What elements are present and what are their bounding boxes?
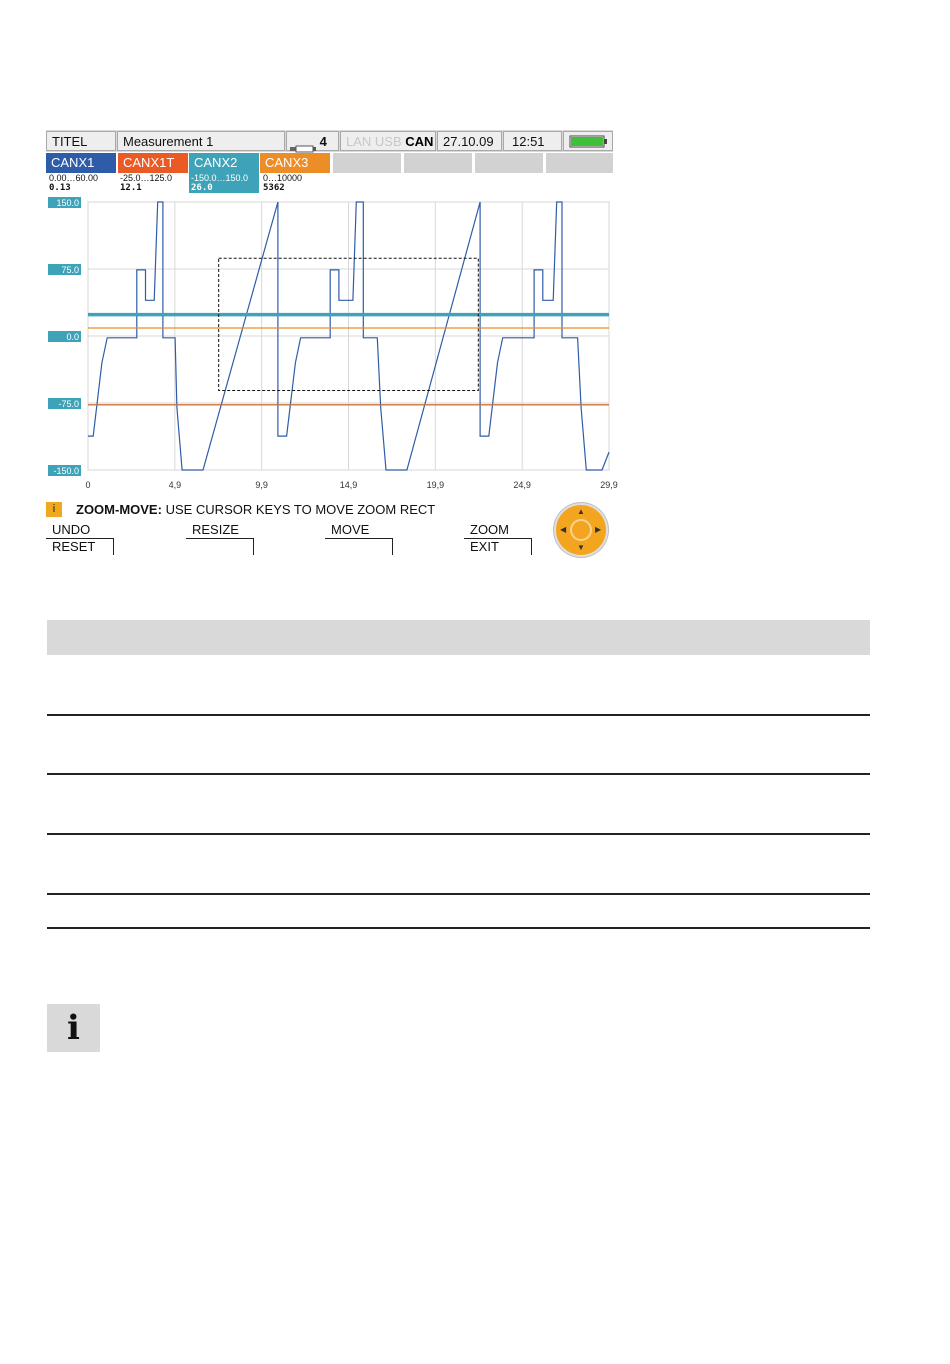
channel-value: 5362 xyxy=(263,183,285,193)
channel-range: -25.0…125.0 xyxy=(120,173,173,183)
softkey-label-top: MOVE xyxy=(331,522,370,537)
cursor-keys-icon[interactable] xyxy=(554,503,608,557)
battery-icon xyxy=(563,131,613,151)
arrow-down-icon: ▼ xyxy=(577,543,585,552)
softkey-label-top: RESIZE xyxy=(192,522,239,537)
interface-status xyxy=(340,131,436,151)
channel-tab-empty[interactable] xyxy=(402,153,472,173)
channel-range: -150.0…150.0 xyxy=(191,173,249,183)
channel-value: 26.0 xyxy=(191,183,213,193)
channel-value: 12.1 xyxy=(120,183,142,193)
title-label[interactable]: TITEL xyxy=(46,131,116,151)
channel-tab-canx1t[interactable]: CANX1T xyxy=(118,153,188,173)
channel-tab-canx3[interactable]: CANX3 xyxy=(260,153,330,173)
trend-chart[interactable] xyxy=(46,190,618,495)
measurement-name[interactable]: Measurement 1 xyxy=(117,131,285,151)
channel-range: 0.00…60.00 xyxy=(49,173,99,183)
time-display: 12:51 xyxy=(503,131,562,151)
y-tick-label: -75.0 xyxy=(58,399,79,409)
dpad-center xyxy=(570,519,592,541)
y-tick-label: -150.0 xyxy=(53,466,79,476)
hint-bar xyxy=(46,500,613,520)
x-tick-label: 24,9 xyxy=(513,480,531,490)
parameter-table xyxy=(47,620,870,929)
channel-tab-canx1[interactable]: CANX1 xyxy=(46,153,116,173)
table-row xyxy=(47,716,870,775)
usb-stick-icon xyxy=(290,139,316,147)
y-tick-label: 75.0 xyxy=(61,265,79,275)
x-tick-label: 4,9 xyxy=(168,480,182,490)
channel-tab-canx2[interactable]: CANX2 xyxy=(189,153,259,173)
info-icon: i xyxy=(46,502,62,517)
x-tick-label: 0 xyxy=(85,480,91,490)
x-tick-label: 19,9 xyxy=(426,480,445,490)
can-label: CAN xyxy=(405,134,434,149)
status-bar xyxy=(46,130,613,152)
arrow-left-icon: ◀ xyxy=(560,525,567,534)
device-screen xyxy=(46,130,618,558)
x-tick-label: 9,9 xyxy=(255,480,268,490)
table-row xyxy=(47,775,870,835)
date-display: 27.10.09 xyxy=(437,131,502,151)
channel-tab-empty[interactable] xyxy=(331,153,401,173)
y-tick-label: 0.0 xyxy=(66,332,79,342)
x-tick-label: 29,9 xyxy=(600,480,618,490)
softkey-label-bottom xyxy=(186,538,254,555)
softkey-label-bottom xyxy=(325,538,393,555)
arrow-up-icon: ▲ xyxy=(577,507,585,516)
softkey-undo-reset[interactable] xyxy=(46,522,114,556)
softkey-label-top: UNDO xyxy=(52,522,91,537)
softkey-label-top: ZOOM xyxy=(470,522,509,537)
table-row xyxy=(47,655,870,716)
x-tick-label: 14,9 xyxy=(339,480,358,490)
channel-tab-empty[interactable] xyxy=(473,153,543,173)
arrow-right-icon: ▶ xyxy=(595,525,602,534)
softkey-label-bottom: EXIT xyxy=(464,538,532,555)
usb-count: 4 xyxy=(319,134,327,149)
table-row xyxy=(47,895,870,929)
channel-bar xyxy=(46,153,613,173)
hint-mode: ZOOM-MOVE: xyxy=(76,502,162,517)
channel-tab-empty[interactable] xyxy=(544,153,613,173)
usb-stick-status xyxy=(286,131,339,151)
hint-message: USE CURSOR KEYS TO MOVE ZOOM RECT xyxy=(165,502,436,517)
info-icon: i xyxy=(47,1004,100,1052)
softkey-zoom-exit[interactable] xyxy=(464,522,532,556)
channel-range: 0…10000 xyxy=(263,173,303,183)
table-header xyxy=(47,620,870,655)
lan-usb-label: LAN USB xyxy=(346,134,402,149)
hint-text xyxy=(76,502,435,517)
channel-value: 0.13 xyxy=(49,183,71,193)
softkey-label-bottom: RESET xyxy=(46,538,114,555)
table-row xyxy=(47,835,870,895)
y-tick-label: 150.0 xyxy=(56,198,79,208)
softkey-resize[interactable] xyxy=(186,522,254,556)
softkey-move[interactable] xyxy=(325,522,393,556)
